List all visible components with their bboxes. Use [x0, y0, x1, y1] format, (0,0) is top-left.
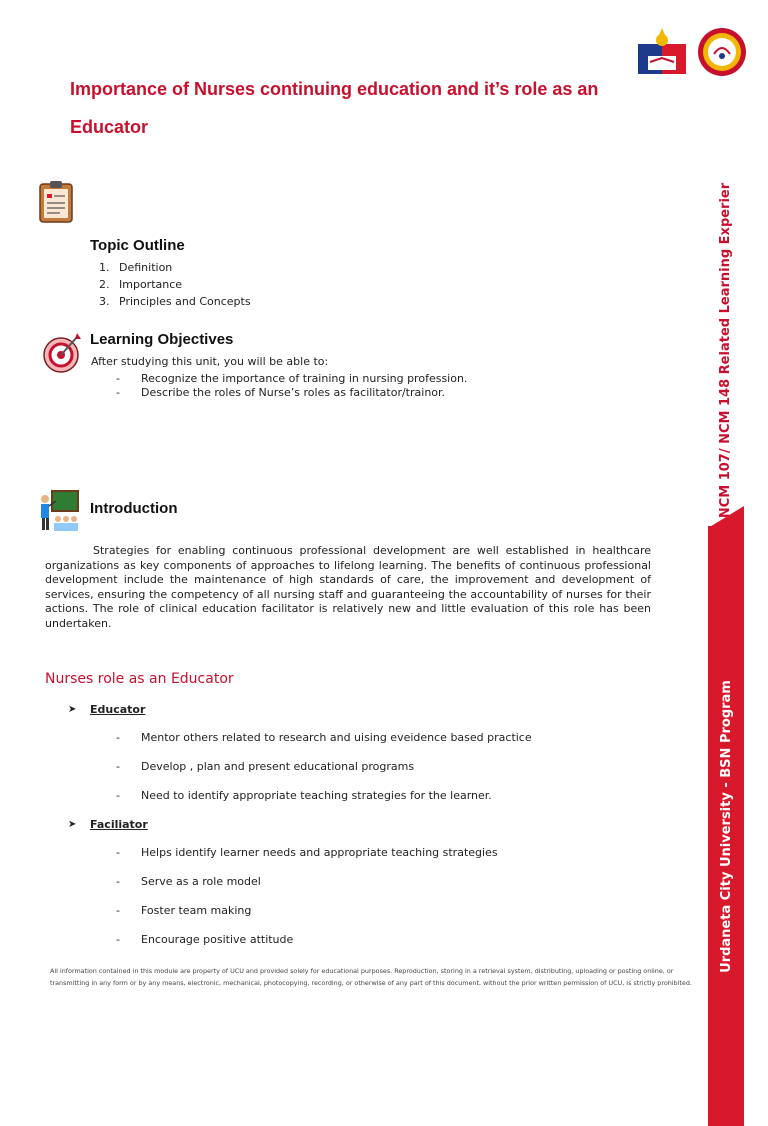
educator-list	[116, 731, 676, 818]
page-title-line-1: Importance of Nurses continuing education and it’s role as an	[70, 79, 599, 99]
page-number: 1	[735, 966, 745, 984]
sidebar-tab-shape	[708, 506, 744, 528]
topic-outline-heading: Topic Outline	[90, 237, 185, 254]
arrow-bullet-icon: ➤	[68, 819, 77, 830]
list-item: 3. Principles and Concepts	[113, 293, 251, 310]
educator-list-wrap	[116, 731, 676, 818]
list-item: - Mentor others related to research and uising eveidence based practice	[116, 731, 676, 760]
educator-label: Educator	[90, 703, 146, 716]
topic-outline-section	[90, 237, 185, 254]
facilitator-list	[116, 846, 676, 962]
introduction-heading: Introduction	[90, 500, 178, 517]
learning-objectives-list	[116, 372, 676, 400]
program-band	[708, 526, 744, 1126]
page-title	[70, 70, 680, 146]
learning-objectives-intro: After studying this unit, you will be able to:	[91, 355, 329, 368]
teacher-icon	[38, 489, 80, 537]
list-item: - Foster team making	[116, 904, 676, 933]
sidebar-banner	[708, 170, 744, 973]
list-item: - Serve as a role model	[116, 875, 676, 904]
facilitator-bullet	[68, 818, 148, 831]
learning-objectives-list-wrap	[116, 372, 676, 400]
course-label: NCM 107/ NCM 148 Related Learning Experier	[718, 182, 734, 518]
clipboard-icon	[38, 180, 74, 228]
list-item: - Need to identify appropriate teaching strategies for the learner.	[116, 789, 676, 818]
target-icon	[43, 331, 83, 379]
introduction-section	[90, 500, 177, 517]
facilitator-list-wrap	[116, 846, 676, 962]
list-item: 2. Importance	[113, 276, 251, 293]
page-title-line-2: Educator	[70, 117, 149, 137]
list-item: - Encourage positive attitude	[116, 933, 676, 962]
course-label-band	[708, 170, 744, 530]
learning-objectives-heading: Learning Objectives	[90, 331, 234, 348]
program-label: Urdaneta City University - BSN Program	[718, 679, 734, 973]
introduction-body: Strategies for enabling continuous professional development are well established in healthcare organizations as key components of approaches to lifelong learning. The benefits of continuous professional development include the maintenance of high standards of care, the improvement and development of services, ensuring the competency of all nursing staff and guaranteeing the accountability of nurses for their actions. The role of clinical education facilitator is relatively new and little evaluation of this role has been undertaken.	[45, 544, 651, 630]
list-item: - Describe the roles of Nurse’s roles as facilitator/trainor.	[116, 386, 676, 400]
list-item: - Helps identify learner needs and appropriate teaching strategies	[116, 846, 676, 875]
educator-bullet	[68, 703, 145, 716]
topic-outline-list	[91, 259, 251, 310]
list-item: 1. Definition	[113, 259, 251, 276]
arrow-bullet-icon: ➤	[68, 704, 77, 715]
facilitator-label: Faciliator	[90, 818, 148, 831]
nurses-role-heading: Nurses role as an Educator	[45, 671, 234, 687]
list-item: - Recognize the importance of training in nursing profession.	[116, 372, 676, 386]
list-item: - Develop , plan and present educational programs	[116, 760, 676, 789]
learning-objectives-section	[90, 331, 233, 348]
footer-disclaimer: All information contained in this module are property of UCU and provided solely for educational purposes. Reproduction, storing in a retrieval system, distributing, uploading or posting online, or transmitting in any form or by any means, electronic, mechanical, photocopying, recording, or otherwise of any part of this document, without the prior written permission of UCU, is strictly prohibited.	[50, 967, 692, 987]
topic-outline-list-wrap	[91, 259, 251, 310]
